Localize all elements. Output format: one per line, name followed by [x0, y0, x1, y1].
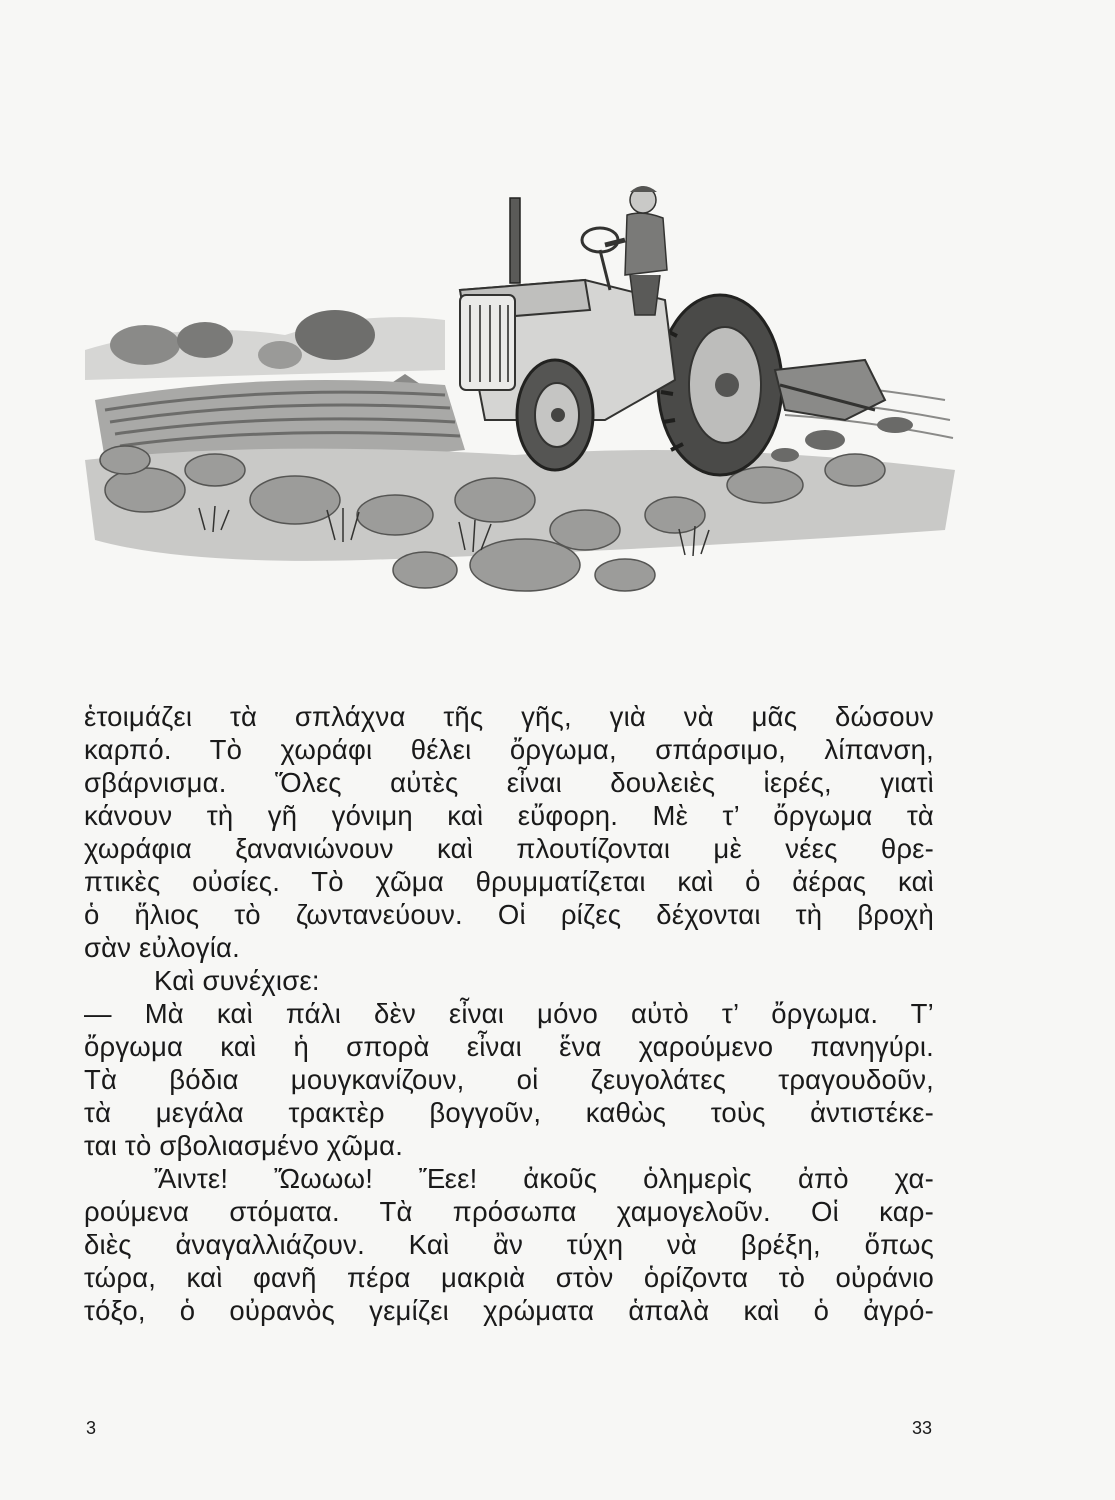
text-line: Καὶ συνέχισε: [154, 965, 320, 996]
text-line: τὰ μεγάλα τρακτὲρ βογγοῦν, καθὼς τοὺς ἀντιστέκε- [84, 1097, 934, 1128]
text-line: ρούμενα στόματα. Τὰ πρόσωπα χαμογελοῦν. Οἱ καρ- [84, 1196, 934, 1227]
body-text [84, 700, 934, 1327]
text-line: χωράφια ξανανιώνουν καὶ πλουτίζονται μὲ νέες θρε- [84, 833, 934, 864]
text-line: ὁ ἥλιος τὸ ζωντανεύουν. Οἱ ρίζες δέχονται τὴ βροχὴ [84, 899, 934, 930]
text-line: ὄργωμα καὶ ἡ σπορὰ εἶναι ἕνα χαρούμενο πανηγύρι. [84, 1031, 934, 1062]
text-line: ἑτοιμάζει τὰ σπλάχνα τῆς γῆς, γιὰ νὰ μᾶς δώσουν [84, 701, 934, 732]
text-line: πτικὲς οὐσίες. Τὸ χῶμα θρυμματίζεται καὶ ὁ ἀέρας καὶ [84, 866, 934, 897]
text-line: τώρα, καὶ φανῆ πέρα μακριὰ στὸν ὁρίζοντα τὸ οὐράνιο [84, 1262, 934, 1293]
text-line: καρπό. Τὸ χωράφι θέλει ὄργωμα, σπάρσιμο, λίπανση, [84, 734, 934, 765]
text-line: — Μὰ καὶ πάλι δὲν εἶναι μόνο αὐτὸ τ’ ὄργωμα. Τ’ [84, 998, 934, 1029]
text-line: τόξο, ὁ οὐρανὸς γεμίζει χρώματα ἁπαλὰ καὶ ὁ ἀγρό- [84, 1295, 934, 1326]
text-line: σβάρνισμα. Ὅλες αὐτὲς εἶναι δουλειὲς ἱερές, γιατὶ [84, 767, 934, 798]
tractor-illustration [65, 170, 960, 665]
text-line: σὰν εὐλογία. [84, 932, 240, 963]
text-line: Τὰ βόδια μουγκανίζουν, οἱ ζευγολάτες τραγουδοῦν, [84, 1064, 934, 1095]
text-line: ται τὸ σβολιασμένο χῶμα. [84, 1130, 404, 1161]
text-line: Ἄιντε! Ὤωωω! Ἔεε! ἀκοῦς ὁλημερὶς ἀπὸ χα- [154, 1163, 934, 1194]
text-line: διὲς ἀναγαλλιάζουν. Καὶ ἂν τύχη νὰ βρέξη, ὅπως [84, 1229, 934, 1260]
signature-mark: 3 [86, 1418, 97, 1438]
text-line: κάνουν τὴ γῆ γόνιμη καὶ εὔφορη. Μὲ τ’ ὄργωμα τὰ [84, 800, 934, 831]
page-number: 33 [912, 1418, 933, 1438]
